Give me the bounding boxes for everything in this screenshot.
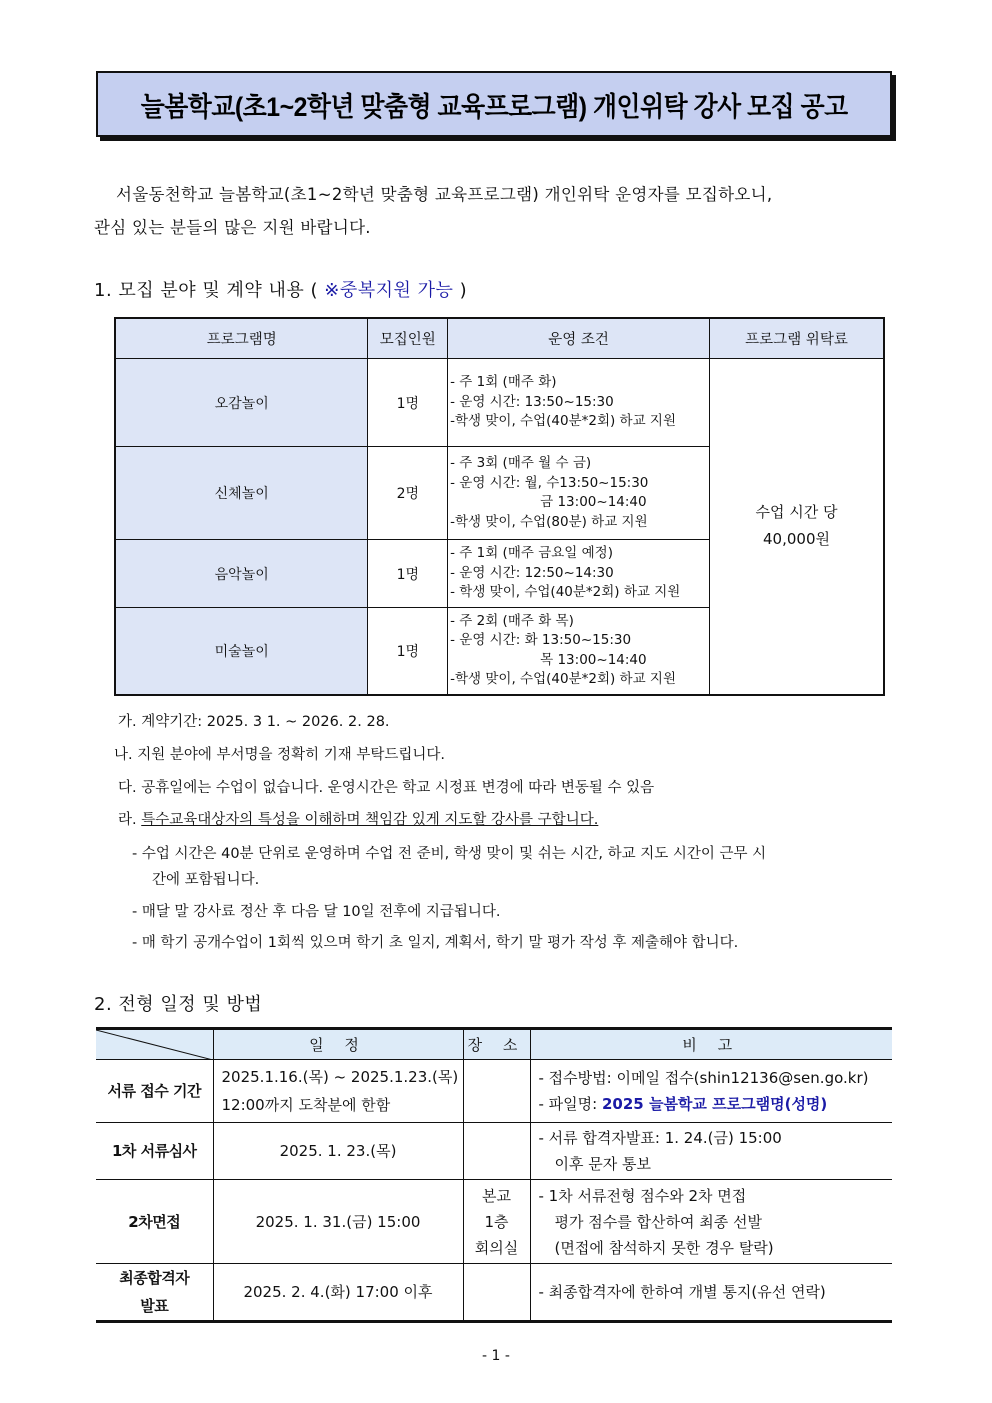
section-1-heading [94,276,467,302]
section-2-heading: 2. 전형 일정 및 방법 [94,994,263,1015]
condition-line: - 운영 시간: 화 13:50~15:30 [450,632,632,649]
intro-line-2: 관심 있는 분들의 많은 지원 바랍니다. [94,218,371,237]
program-conditions [448,359,710,447]
schedule-line: 2025.1.16.(목) ~ 2025.1.23.(목) [221,1068,459,1086]
program-name: 신체놀이 [115,447,368,540]
program-conditions [448,608,710,695]
stage-name: 1차 서류심사 [96,1123,213,1180]
file-name-rule [539,1091,893,1117]
place-line: 1층 [484,1212,509,1231]
note-ra [118,808,598,829]
table-header-row [96,1029,892,1060]
note-bullet: - 매달 말 강사료 정산 후 다음 달 10일 전후에 지급됩니다. [132,904,501,920]
stage-schedule: 2025. 1. 23.(목) [213,1123,463,1180]
page-number: - 1 - [482,1348,510,1364]
col-place: 장 소 [463,1029,530,1060]
fee-amount: 40,000원 [763,530,830,549]
condition-line: - 운영 시간: 12:50~14:30 [450,564,614,581]
condition-line: -학생 맞이, 수업(40분*2회) 하교 지원 [450,413,677,430]
note-bullet-continuation: 간에 포함됩니다. [152,872,260,888]
condition-line: - 주 1회 (매주 화) [450,374,557,391]
stage-name-line: 발표 [140,1297,169,1315]
table-row [96,1264,892,1322]
document-title-box [96,71,892,137]
remark-line: (면접에 참석하지 못한 경우 탈락) [554,1238,774,1257]
condition-line: 목 13:00~14:40 [540,651,647,668]
col-recruit-count: 모집인원 [368,318,448,359]
stage-schedule: 2025. 1. 31.(금) 15:00 [213,1180,463,1264]
place-line: 회의실 [474,1238,519,1257]
col-fee: 프로그램 위탁료 [710,318,884,359]
stage-place [463,1060,530,1123]
recruitment-table [114,317,885,696]
col-schedule: 일 정 [213,1029,463,1060]
condition-line: 금 13:00~14:40 [540,494,647,510]
stage-remarks [530,1123,892,1180]
stage-name: 2차면접 [96,1180,213,1264]
diagonal-header-cell [96,1029,213,1060]
note-da: 다. 공휴일에는 수업이 없습니다. 운영시간은 학교 시정표 변경에 따라 변동될 수 있음 [118,780,655,796]
stage-remarks [530,1060,892,1123]
note-ra-underlined: 특수교육대상자의 특성을 이해하며 책임감 있게 지도할 강사를 구합니다. [141,812,599,828]
place-line: 본교 [482,1186,511,1205]
recruit-count: 2명 [368,447,448,540]
stage-place [463,1180,530,1264]
recruit-count: 1명 [368,540,448,608]
stage-remarks: - 최종합격자에 한하여 개별 통지(유선 연락) [530,1264,892,1322]
program-name: 음악놀이 [115,540,368,608]
condition-line: - 운영 시간: 월, 수13:50~15:30 [450,474,649,491]
stage-place [463,1123,530,1180]
recruit-count: 1명 [368,608,448,695]
schedule-line: 12:00까지 도착분에 한함 [221,1096,391,1114]
program-conditions [448,447,710,540]
file-name-format: 2025 늘봄학교 프로그램명(성명) [601,1095,828,1113]
condition-line: - 주 2회 (매주 화 목) [450,612,574,629]
document-title: 늘봄학교(초1~2학년 맞춤형 교육프로그램) 개인위탁 강사 모집 공고 [140,91,848,122]
condition-line: - 주 3회 (매주 월 수 금) [450,455,592,471]
col-conditions: 운영 조건 [448,318,710,359]
recruit-count: 1명 [368,359,448,447]
program-conditions [448,540,710,608]
stage-name [96,1264,213,1322]
note-ga: 가. 계약기간: 2025. 3 1. ~ 2026. 2. 28. [118,714,390,730]
section-1-heading-text: 1. 모집 분야 및 계약 내용 ( [94,280,325,301]
program-name: 오감놀이 [115,359,368,447]
remark-line: - 1차 서류전형 점수와 2차 면접 [538,1186,747,1205]
stage-schedule [213,1060,463,1123]
intro-paragraph [94,178,900,244]
table-row [96,1123,892,1180]
diagonal-line-icon [96,1030,213,1060]
note-ra-prefix: 라. [118,812,142,828]
stage-remarks [530,1180,892,1264]
condition-line: - 주 1회 (매주 금요일 예정) [450,545,613,562]
table-header-row [115,318,884,359]
program-fee [710,359,884,695]
selection-schedule-table [96,1027,892,1323]
intro-line-1: 서울동천학교 늘봄학교(초1~2학년 맞춤형 교육프로그램) 개인위탁 운영자를 모집하오니, [116,185,773,204]
col-program-name: 프로그램명 [115,318,368,359]
section-1-heading-suffix: ) [453,280,468,301]
condition-line: -학생 맞이, 수업(40분*2회) 하교 지원 [450,671,677,688]
fee-label: 수업 시간 당 [755,503,838,522]
condition-line: - 운영 시간: 13:50~15:30 [450,393,614,410]
stage-schedule: 2025. 2. 4.(화) 17:00 이후 [213,1264,463,1322]
duplicate-application-note: ※중복지원 가능 [324,280,454,301]
note-bullet: - 매 학기 공개수업이 1회씩 있으며 학기 초 일지, 계획서, 학기 말 평가 작성 후 제출해야 합니다. [132,935,739,951]
stage-place [463,1264,530,1322]
col-remarks: 비 고 [530,1029,892,1060]
note-na: 나. 지원 분야에 부서명을 정확히 기재 부탁드립니다. [114,747,446,763]
file-name-label: - 파일명: [538,1095,602,1113]
stage-name-line: 최종합격자 [119,1269,190,1287]
remark-line: 이후 문자 통보 [554,1155,651,1173]
condition-line: -학생 맞이, 수업(80분) 하교 지원 [450,513,648,530]
remark-line: - 서류 합격자발표: 1. 24.(금) 15:00 [538,1129,782,1147]
stage-name: 서류 접수 기간 [96,1060,213,1123]
program-name: 미술놀이 [115,608,368,695]
note-bullet: - 수업 시간은 40분 단위로 운영하며 수업 전 준비, 학생 맞이 및 쉬는 시간, 하교 지도 시간이 근무 시 [132,846,767,862]
remark-line: 평가 점수를 합산하여 최종 선발 [554,1212,762,1231]
condition-line: - 학생 맞이, 수업(40분*2회) 하교 지원 [450,584,681,601]
table-row [96,1180,892,1264]
table-row [96,1060,892,1123]
submission-method: - 접수방법: 이메일 접수(shin12136@sen.go.kr) [538,1069,869,1087]
table-row [115,359,884,447]
